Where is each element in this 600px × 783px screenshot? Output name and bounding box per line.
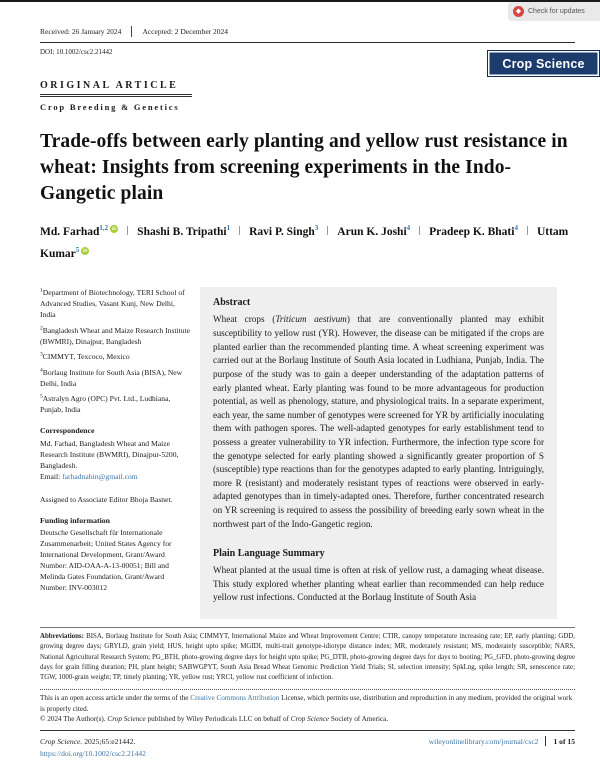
- dates-divider: [131, 26, 132, 37]
- footer-right: [429, 736, 575, 746]
- funding-body: Deutsche Gesellschaft für Internationale Zusammenarbeit; United States Agency for International Development, Grant/Award Number: AID-OAA-A-13-00051; Bill and Melinda Gates Foundation, Grant/Award Number: INV-003012: [40, 528, 172, 593]
- author-affil-sup: 1: [226, 223, 231, 232]
- doi-line: DOI: 10.1002/csc2.21442: [40, 48, 113, 56]
- author-affil-sup: 1,2: [99, 223, 109, 232]
- open-access-statement: This is an open access article under the terms of the Creative Commons Attribution License, which permits use, distribution and reproduction in any medium, provided the original work is properly cited. © 2024 The Author(s). Crop Science published by Wiley Periodicals LLC on behalf of Crop Science Society of America.: [40, 689, 575, 725]
- footer-citation-numbers: 2025;65:e21442.: [82, 737, 136, 747]
- author-separator: [239, 226, 240, 235]
- author-name[interactable]: Pradeep K. Bhati$^4$: [429, 223, 518, 238]
- cc-license-link[interactable]: Creative Commons Attribution: [190, 693, 280, 702]
- article-info-sidebar: [40, 287, 200, 619]
- plain-summary-heading: Plain Language Summary: [213, 548, 325, 560]
- correspondence-email-link[interactable]: farhadnabin@gmail.com: [62, 471, 138, 481]
- author-separator: [527, 226, 528, 235]
- abbreviations-block: [40, 627, 575, 684]
- check-for-updates-label: Check for updates: [528, 8, 585, 15]
- author-name[interactable]: Shashi B. Tripathi$^1$: [137, 223, 231, 238]
- orcid-icon[interactable]: iD: [110, 225, 118, 233]
- plain-summary-text: Wheat planted at the usual time is often at risk of yellow rust, a damaging wheat disease. This study explored whether planting wheat earlier than recommended can help reduce yellow rust infections. Conducted at the Borlaug Institute of South Asia: [213, 565, 544, 603]
- dates-row: [40, 26, 575, 43]
- affiliation-item: $^4$Borlaug Institute for South Asia (BISA), New Delhi, India: [40, 367, 183, 388]
- affiliation-item: $^2$Bangladesh Wheat and Maize Research Institute (BWMRI), Dinajpur, Bangladesh: [40, 325, 191, 346]
- journal-section-label: Crop Breeding & Genetics: [40, 102, 180, 112]
- abbreviations-label: Abbreviations:: [40, 633, 84, 640]
- crop-science-logo[interactable]: [487, 50, 600, 77]
- author-name[interactable]: Md. Farhad$^{1,2}$ iD: [40, 223, 117, 238]
- abbreviations-text: BISA, Borlaug Institute for South Asia; CIMMYT, International Maize and Wheat Improvement Centre; CTIR, canopy temperature increasing rate; EP, early planting; GDD, growing degree days; GRYLD, grain yield; HUS, height upto spike; MGIDI, multi-trait genotype-idiotype distance index; MR, moderately resistant; MS, moderately susceptible; NARS, National Agricultural Research System; PG_BTH, photo-growing degree days for height upto spike; PG_DTB, photo-growing degree days for days to booting; PG_GFD, photo-growing degree days for grain filling duration; PH, plant height; SABWGPYT, South Asia Bread Wheat Genomic Prediction Yield Trials; SI, selection intensity; SpkLng, spike length; SR, senescence rate; TGW, 1000-grain weight; TP, timely planting; YR, yellow rust; YRCI, yellow rust coefficient of infection.: [40, 633, 575, 682]
- footer-divider: [545, 736, 546, 746]
- author-separator: [127, 226, 128, 235]
- author-list: [40, 222, 575, 266]
- article-title: Trade-offs between early planting and yellow rust resistance in wheat: Insights from screening experiments in the Indo-Gangetic plain: [40, 131, 568, 204]
- page-bottom-block: [40, 627, 575, 783]
- author-affil-sup: 4: [406, 223, 411, 232]
- journal-logo-label: Crop Science: [502, 56, 585, 71]
- wiley-online-library-link[interactable]: wileyonlinelibrary.com/journal/csc2: [428, 736, 539, 746]
- affiliation-item: $^1$Department of Biotechnology, TERI School of Advanced Studies, Vasant Kunj, New Delhi, India: [40, 287, 185, 320]
- author-affil-sup: 3: [314, 223, 319, 232]
- species-name: Triticum aestivum: [275, 314, 347, 325]
- copyright-line: © 2024 The Author(s). Crop Science published by Wiley Periodicals LLC on behalf of Crop Science Society of America.: [40, 715, 389, 724]
- footer-doi-link[interactable]: https://doi.org/10.1002/csc2.21442: [40, 749, 146, 759]
- article-type-rule: [40, 94, 192, 97]
- author-affil-sup: 4: [514, 223, 518, 232]
- footer-citation: [40, 736, 146, 760]
- received-date: Received: 26 January 2024: [40, 27, 122, 36]
- correspondence-heading: Correspondence: [40, 426, 95, 436]
- crossmark-icon: ◆: [513, 6, 524, 17]
- affiliation-item: $^3$CIMMYT, Texcoco, Mexico: [40, 351, 130, 362]
- abstract-box: [200, 287, 557, 619]
- abstract-text: Wheat crops (Triticum aestivum) that are conventionally planted may exhibit susceptibility to yellow rust (YR). However, the disease can be mitigated if the crops are planted earlier than the recommended planting time. A wheat screening experiment was carried out at the Borlaug Institute of South Asia located in Ludhiana, Punjab, India. The purpose of the study was to gain a deeper understanding of the adaptation patterns of early planted wheat. Early planting was found to be more advantageous for production potential, as well as phenology, stature, and physiological traits. In a separate experiment, each year, the same number of genotypes were screened for YR by artificially inoculating them with pathogen spores. The well-adapted genotypes for early establishment tend to possess a greater vulnerability to YR infection. Furthermore, the infection type score for the genotype selected for early planting showed a significantly greater proportion of S (susceptible) type reactions than for the genotypes adapted to early planting. Intriguingly, more R (resistant) and moderately resistant types of reactions were observed in early-adapted genotypes than in timely-adapted ones. Therefore, further concentrated research on YR screening is required to assess the possibility of breeding early sown wheat in the northwest part of the Indo-Gangetic region.: [213, 314, 545, 529]
- funding-heading: Funding information: [40, 515, 110, 525]
- editor-assignment-note: Assigned to Associate Editor Bhoja Basnet.: [40, 494, 173, 504]
- article-type-label: ORIGINAL ARTICLE: [40, 80, 179, 91]
- author-separator: [327, 226, 328, 235]
- footer-journal-name: Crop Science.: [40, 737, 83, 747]
- email-label: Email:: [40, 471, 63, 481]
- footer-citation-row: [40, 730, 575, 760]
- author-name[interactable]: Uttam Kumar$^5$ iD: [40, 225, 569, 260]
- orcid-icon[interactable]: iD: [81, 247, 89, 255]
- author-separator: [419, 226, 420, 235]
- author-affil-sup: 5: [75, 245, 80, 254]
- affiliation-item: $^5$Astralyn Agro (OPC) Pvt. Ltd., Ludhiana, Punjab, India: [40, 393, 171, 415]
- page-number: 1 of 15: [553, 736, 575, 746]
- abstract-heading: Abstract: [213, 297, 251, 309]
- two-column-body: [40, 287, 575, 619]
- author-name[interactable]: Arun K. Joshi$^4$: [337, 223, 411, 238]
- author-name[interactable]: Ravi P. Singh$^3$: [249, 223, 319, 238]
- correspondence-body: Md. Farhad, Bangladesh Wheat and Maize Research Institute (BWMRI), Dinajpur-5200, Bangladesh. Email: farhadnabin@gmail.com: [40, 438, 179, 481]
- accepted-date: Accepted: 2 December 2024: [142, 27, 229, 36]
